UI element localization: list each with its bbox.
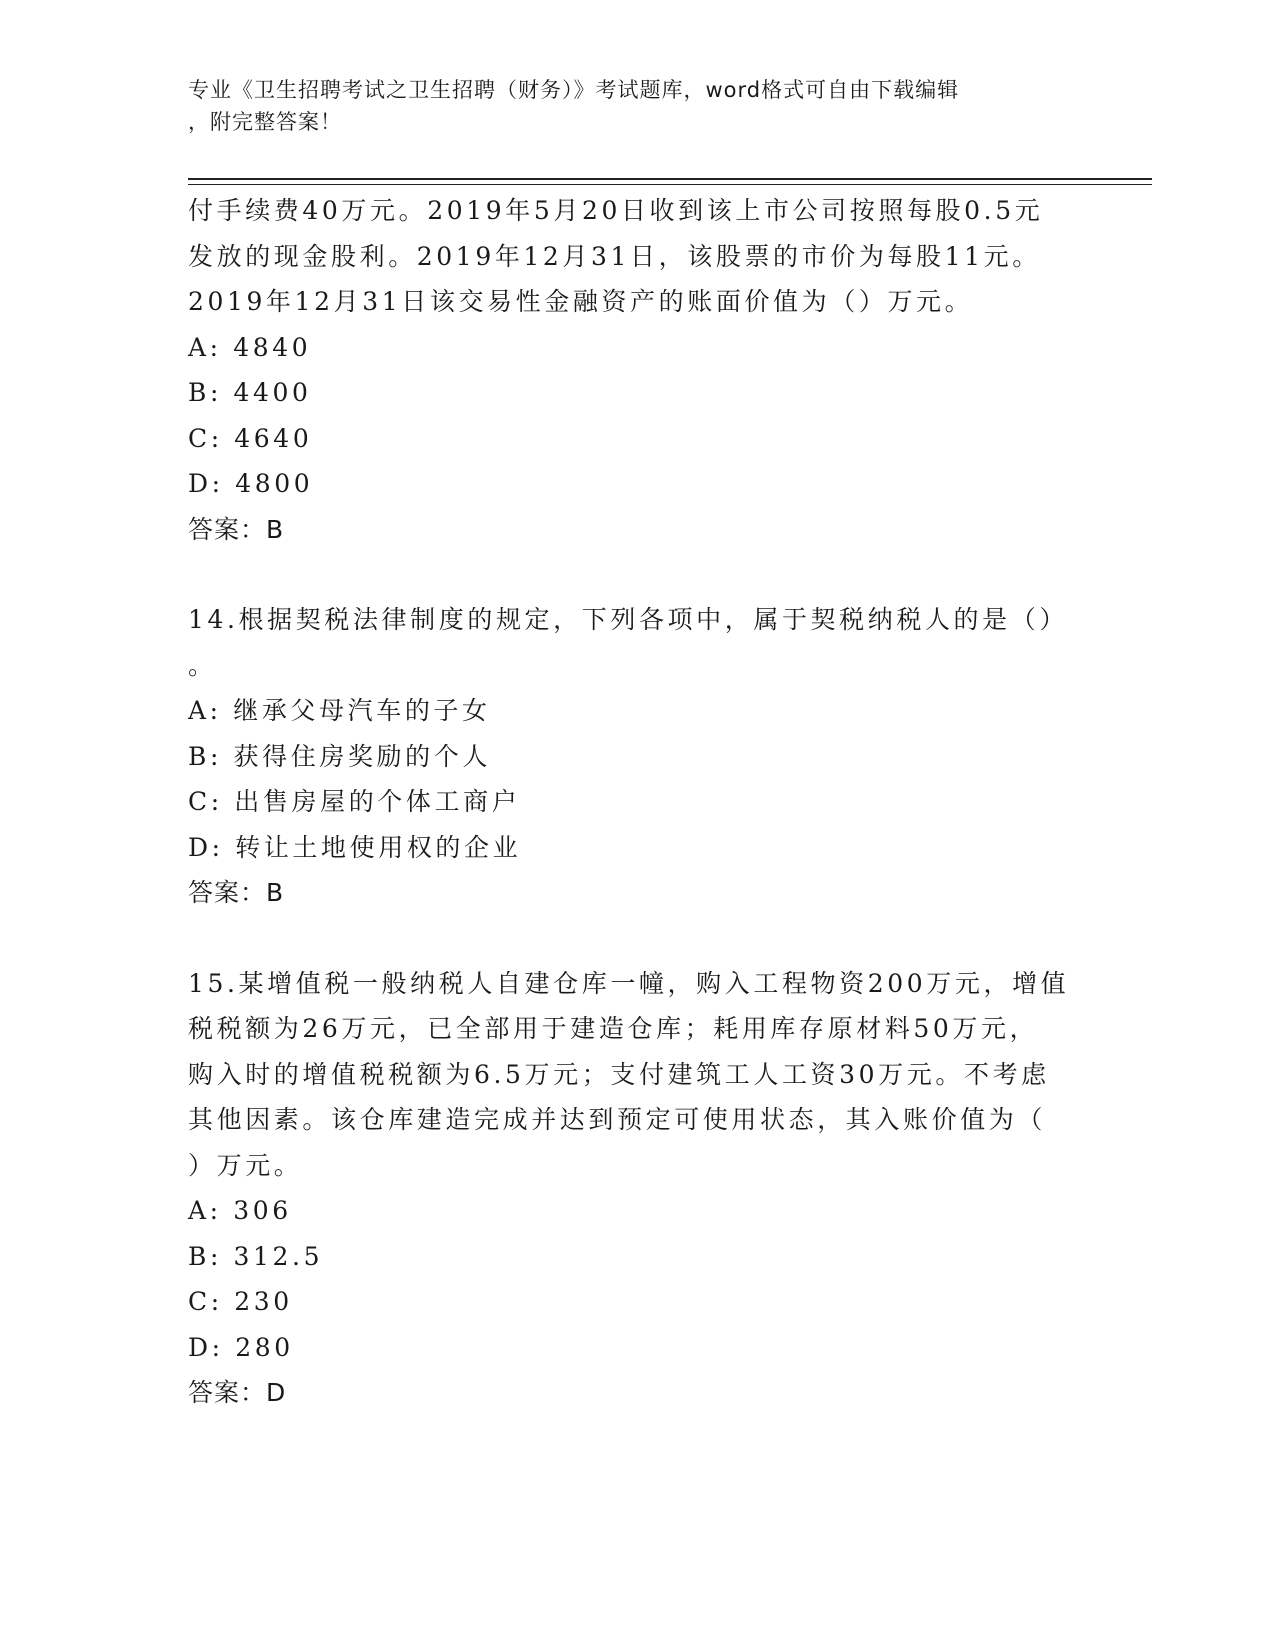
header-line-2: ，附完整答案！ xyxy=(188,110,342,134)
option-d: D: 转让土地使用权的企业 xyxy=(188,832,522,862)
question-text-line: 税税额为26万元，已全部用于建造仓库；耗用库存原材料50万元， xyxy=(188,1014,1039,1043)
header-divider-thick xyxy=(188,178,1152,180)
option-b: B: 4400 xyxy=(188,378,312,407)
option-a: A: 306 xyxy=(188,1196,292,1225)
option-a: A: 继承父母汽车的子女 xyxy=(188,696,491,725)
header-divider-thin xyxy=(188,184,1152,185)
question-text-line: 14.根据契税法律制度的规定，下列各项中，属于契税纳税人的是（） xyxy=(188,605,1068,634)
option-d: D: 4800 xyxy=(188,469,314,498)
question-15 xyxy=(188,961,1088,1416)
header-line-1: 专业《卫生招聘考试之卫生招聘（财务）》考试题库，word格式可自由下载编辑 xyxy=(188,78,960,102)
question-text-line: 其他因素。该仓库建造完成并达到预定可使用状态，其入账价值为（ xyxy=(188,1105,1047,1134)
option-b: B: 312.5 xyxy=(188,1241,324,1271)
question-14 xyxy=(188,597,1088,916)
option-c: C: 230 xyxy=(188,1287,293,1316)
option-c: C: 出售房屋的个体工商户 xyxy=(188,787,521,816)
question-text-line: 付手续费40万元。2019年5月20日收到该上市公司按照每股0.5元 xyxy=(188,196,1044,225)
option-d: D: 280 xyxy=(188,1332,294,1362)
question-13 xyxy=(188,188,1088,552)
question-text-line: 发放的现金股利。2019年12月31日，该股票的市价为每股11元。 xyxy=(188,241,1041,271)
question-text-line: 购入时的增值税税额为6.5万元；支付建筑工人工资30万元。不考虑 xyxy=(188,1059,1050,1089)
question-text-line: 15.某增值税一般纳税人自建仓库一幢，购入工程物资200万元，增值 xyxy=(188,968,1070,998)
question-spacer xyxy=(188,916,1088,961)
document-header xyxy=(188,74,1068,138)
answer-line: 答案：B xyxy=(188,514,285,544)
answer-line: 答案：B xyxy=(188,878,285,907)
question-spacer xyxy=(188,552,1088,597)
option-c: C: 4640 xyxy=(188,423,313,453)
option-a: A: 4840 xyxy=(188,332,312,362)
question-text-line: ）万元。 xyxy=(188,1150,303,1180)
question-text-line: 。 xyxy=(188,650,217,680)
answer-line: 答案：D xyxy=(188,1378,287,1407)
question-list xyxy=(188,188,1088,1416)
option-b: B: 获得住房奖励的个人 xyxy=(188,741,491,771)
question-text-line: 2019年12月31日该交易性金融资产的账面价值为（）万元。 xyxy=(188,287,974,316)
